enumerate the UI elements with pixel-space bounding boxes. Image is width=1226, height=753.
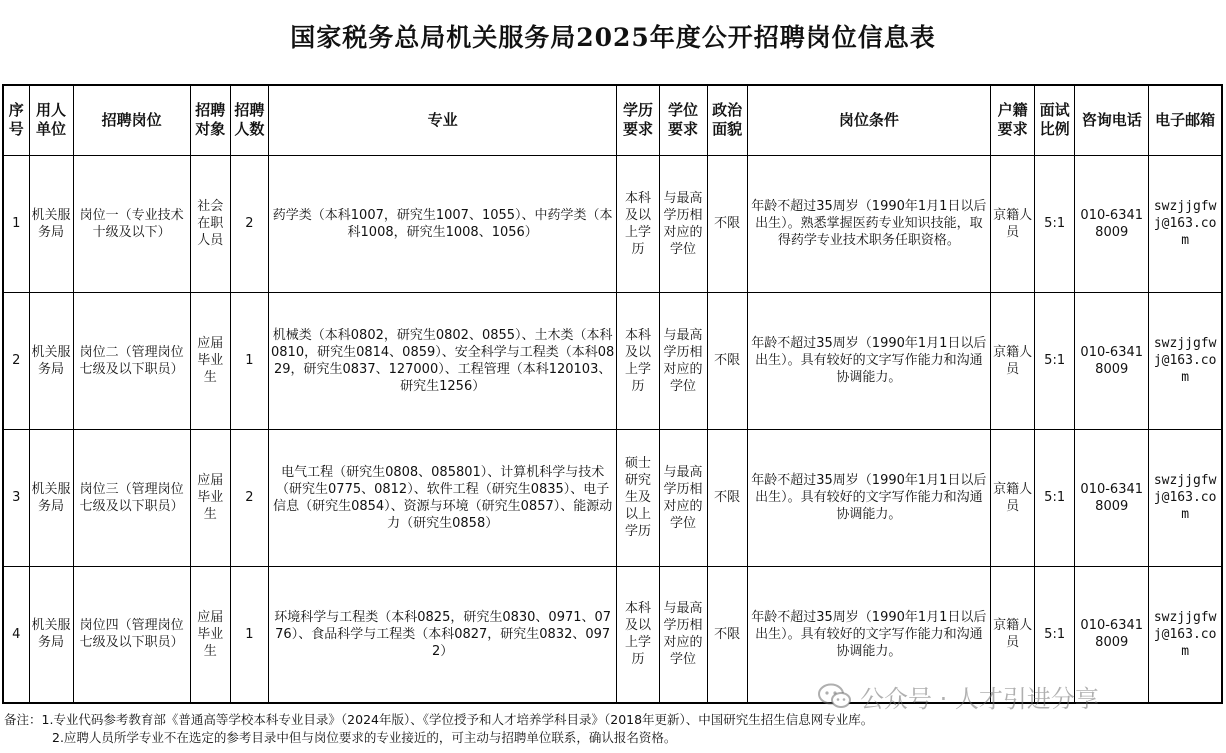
header-cell: 政治面貌	[707, 85, 747, 155]
major-requirement: 药学类（本科1007，研究生1007、1055）、中药学类（本科1008，研究生1008、1056）	[268, 155, 617, 292]
header-cell: 岗位条件	[747, 85, 990, 155]
interview-ratio: 5:1	[1035, 292, 1075, 429]
job-post: 岗位二（管理岗位七级及以下职员）	[73, 292, 190, 429]
hukou-requirement: 京籍人员	[991, 155, 1035, 292]
education-requirement: 本科及以上学历	[617, 155, 659, 292]
recruit-count: 1	[230, 566, 268, 703]
contact-phone: 010-63418009	[1075, 292, 1149, 429]
header-cell: 招聘岗位	[73, 85, 190, 155]
political-status: 不限	[707, 566, 747, 703]
contact-phone: 010-63418009	[1075, 429, 1149, 566]
degree-requirement: 与最高学历相对应的学位	[659, 566, 707, 703]
remark-line-1: 备注：1.专业代码参考教育部《普通高等学校本科专业目录》（2024年版）、《学位授予和人才培养学科目录》（2018年更新）、中国研究生招生信息网专业库。	[4, 712, 874, 727]
contact-email: swzjjgfwj@163.com	[1149, 292, 1222, 429]
political-status: 不限	[707, 155, 747, 292]
recruit-target: 应届毕业生	[190, 566, 230, 703]
remark-line-2: 2.应聘人员所学专业不在选定的参考目录中但与岗位要求的专业接近的，可主动与招聘单位联系，确认报名资格。	[52, 730, 677, 745]
contact-phone: 010-63418009	[1075, 566, 1149, 703]
header-cell: 招聘人数	[230, 85, 268, 155]
major-requirement: 电气工程（研究生0808、085801）、计算机科学与技术（研究生0775、0812）、软件工程（研究生0835）、电子信息（研究生0854）、资源与环境（研究生0857）、能源动力（研究生0858）	[268, 429, 617, 566]
header-cell: 户籍要求	[991, 85, 1035, 155]
recruit-target: 社会在职人员	[190, 155, 230, 292]
employer-unit: 机关服务局	[29, 429, 73, 566]
interview-ratio: 5:1	[1035, 429, 1075, 566]
header-cell: 序号	[3, 85, 29, 155]
political-status: 不限	[707, 429, 747, 566]
table-header-row	[3, 85, 1222, 155]
watermark	[818, 680, 1099, 712]
education-requirement: 本科及以上学历	[617, 566, 659, 703]
header-cell: 用人单位	[29, 85, 73, 155]
header-cell: 面试比例	[1035, 85, 1075, 155]
interview-ratio: 5:1	[1035, 566, 1075, 703]
job-post: 岗位一（专业技术十级及以下）	[73, 155, 190, 292]
contact-phone: 010-63418009	[1075, 155, 1149, 292]
job-conditions: 年龄不超过35周岁（1990年1月1日以后出生）。熟悉掌握医药专业知识技能，取得药学专业技术职务任职资格。	[747, 155, 990, 292]
header-cell: 咨询电话	[1075, 85, 1149, 155]
recruitment-table	[2, 84, 1223, 704]
hukou-requirement: 京籍人员	[991, 566, 1035, 703]
wechat-icon	[818, 683, 852, 709]
contact-email: swzjjgfwj@163.com	[1149, 155, 1222, 292]
job-conditions: 年龄不超过35周岁（1990年1月1日以后出生）。具有较好的文字写作能力和沟通协调能力。	[747, 292, 990, 429]
political-status: 不限	[707, 292, 747, 429]
employer-unit: 机关服务局	[29, 155, 73, 292]
job-post: 岗位三（管理岗位七级及以下职员）	[73, 429, 190, 566]
major-requirement: 环境科学与工程类（本科0825，研究生0830、0971、0776）、食品科学与工程类（本科0827，研究生0832、0972）	[268, 566, 617, 703]
recruit-target: 应届毕业生	[190, 292, 230, 429]
contact-email: swzjjgfwj@163.com	[1149, 566, 1222, 703]
recruit-target: 应届毕业生	[190, 429, 230, 566]
degree-requirement: 与最高学历相对应的学位	[659, 155, 707, 292]
header-cell: 学历要求	[617, 85, 659, 155]
table-row	[3, 429, 1222, 566]
employer-unit: 机关服务局	[29, 292, 73, 429]
hukou-requirement: 京籍人员	[991, 429, 1035, 566]
table-row	[3, 155, 1222, 292]
header-cell: 专业	[268, 85, 617, 155]
degree-requirement: 与最高学历相对应的学位	[659, 292, 707, 429]
recruit-count: 2	[230, 429, 268, 566]
header-cell: 电子邮箱	[1149, 85, 1222, 155]
row-number: 3	[3, 429, 29, 566]
watermark-text: 公众号 · 人才引进分享	[860, 684, 1099, 713]
row-number: 4	[3, 566, 29, 703]
row-number: 2	[3, 292, 29, 429]
employer-unit: 机关服务局	[29, 566, 73, 703]
job-conditions: 年龄不超过35周岁（1990年1月1日以后出生）。具有较好的文字写作能力和沟通协调能力。	[747, 429, 990, 566]
header-cell: 学位要求	[659, 85, 707, 155]
education-requirement: 本科及以上学历	[617, 292, 659, 429]
header-cell: 招聘对象	[190, 85, 230, 155]
page-title: 国家税务总局机关服务局2025年度公开招聘岗位信息表	[290, 23, 936, 52]
contact-email: swzjjgfwj@163.com	[1149, 429, 1222, 566]
job-post: 岗位四（管理岗位七级及以下职员）	[73, 566, 190, 703]
recruit-count: 2	[230, 155, 268, 292]
recruit-count: 1	[230, 292, 268, 429]
job-conditions: 年龄不超过35周岁（1990年1月1日以后出生）。具有较好的文字写作能力和沟通协调能力。	[747, 566, 990, 703]
interview-ratio: 5:1	[1035, 155, 1075, 292]
degree-requirement: 与最高学历相对应的学位	[659, 429, 707, 566]
major-requirement: 机械类（本科0802，研究生0802、0855）、土木类（本科0810，研究生0814、0859）、安全科学与工程类（本科0829，研究生0837、127000）、工程管理（本科120103、研究生1256）	[268, 292, 617, 429]
education-requirement: 硕士研究生及以上学历	[617, 429, 659, 566]
hukou-requirement: 京籍人员	[991, 292, 1035, 429]
table-row	[3, 292, 1222, 429]
row-number: 1	[3, 155, 29, 292]
